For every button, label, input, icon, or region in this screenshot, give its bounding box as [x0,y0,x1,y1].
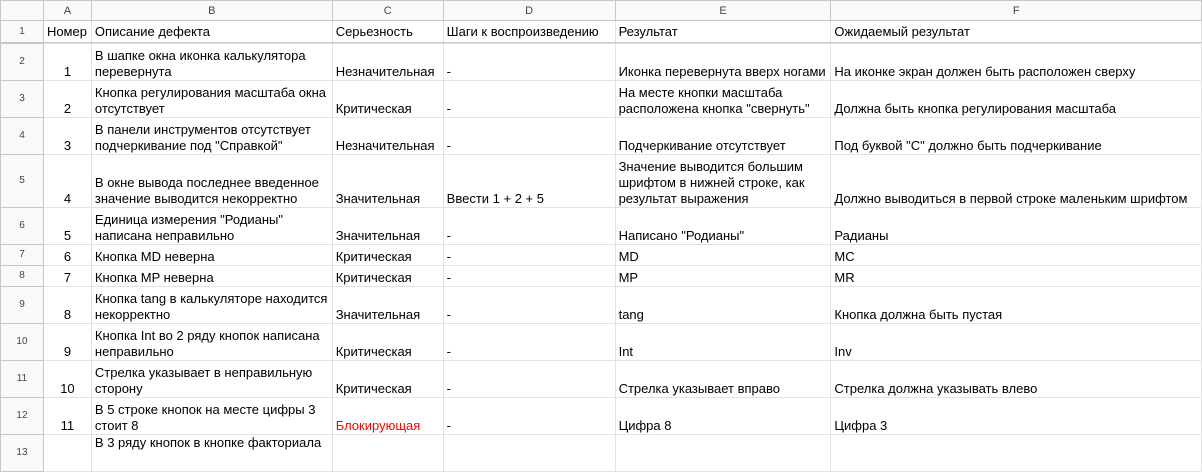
row-number[interactable]: 9 [1,287,44,324]
result-cell[interactable]: tang [615,287,831,324]
defect-description-cell[interactable]: Единица измерения "Родианы" написана неправильно [91,208,332,245]
table-row [1,208,1202,245]
defect-number-cell[interactable]: 10 [43,361,91,398]
steps-cell[interactable]: - [443,361,615,398]
steps-cell[interactable]: - [443,208,615,245]
table-row [1,398,1202,435]
defect-description-cell[interactable]: В окне вывода последнее введенное значение выводится некорректно [91,155,332,208]
table-row [1,324,1202,361]
defect-number-cell[interactable]: 3 [43,118,91,155]
header-cell-expected[interactable]: Ожидаемый результат [831,21,1202,44]
defect-description-cell[interactable]: В панели инструментов отсутствует подчеркивание под "Справкой" [91,118,332,155]
result-cell[interactable]: MP [615,266,831,287]
row-number-1[interactable]: 1 [1,21,44,44]
severity-cell[interactable]: Критическая [332,266,443,287]
expected-result-cell[interactable]: Должно выводиться в первой строке маленьким шрифтом [831,155,1202,208]
severity-cell[interactable]: Незначительная [332,44,443,81]
defect-description-cell[interactable]: В 5 строке кнопок на месте цифры 3 стоит 8 [91,398,332,435]
row-number[interactable]: 2 [1,44,44,81]
column-header-b[interactable]: B [91,1,332,21]
result-cell[interactable]: Подчеркивание отсутствует [615,118,831,155]
severity-cell-blocking[interactable]: Блокирующая [332,398,443,435]
steps-cell[interactable]: - [443,398,615,435]
expected-result-cell[interactable]: Под буквой "С" должно быть подчеркивание [831,118,1202,155]
steps-cell[interactable]: Ввести 1 + 2 + 5 [443,155,615,208]
row-number[interactable]: 5 [1,155,44,208]
severity-cell[interactable]: Значительная [332,287,443,324]
defect-description-cell[interactable]: Кнопка tang в калькуляторе находится некорректно [91,287,332,324]
expected-result-cell[interactable] [831,435,1202,472]
steps-cell[interactable]: - [443,81,615,118]
result-cell[interactable]: Иконка перевернута вверх ногами [615,44,831,81]
steps-cell[interactable]: - [443,44,615,81]
steps-cell[interactable] [443,435,615,472]
result-cell[interactable]: Цифра 8 [615,398,831,435]
defect-description-cell[interactable]: Кнопка Int во 2 ряду кнопок написана неправильно [91,324,332,361]
defect-number-cell[interactable]: 4 [43,155,91,208]
defect-number-cell[interactable]: 1 [43,44,91,81]
result-cell[interactable]: На месте кнопки масштаба расположена кнопка "свернуть" [615,81,831,118]
defect-description-cell[interactable]: Кнопка MP неверна [91,266,332,287]
steps-cell[interactable]: - [443,266,615,287]
expected-result-cell[interactable]: MC [831,245,1202,266]
table-row [1,118,1202,155]
defect-number-cell[interactable]: 7 [43,266,91,287]
result-cell[interactable]: Стрелка указывает вправо [615,361,831,398]
defect-number-cell[interactable]: 8 [43,287,91,324]
defect-number-cell[interactable]: 11 [43,398,91,435]
defect-description-cell[interactable]: Стрелка указывает в неправильную сторону [91,361,332,398]
expected-result-cell[interactable]: Стрелка должна указывать влево [831,361,1202,398]
result-cell[interactable]: MD [615,245,831,266]
defect-description-cell[interactable]: Кнопка MD неверна [91,245,332,266]
expected-result-cell[interactable]: На иконке экран должен быть расположен сверху [831,44,1202,81]
defect-number-cell[interactable] [43,435,91,472]
row-number[interactable]: 13 [1,435,44,472]
expected-result-cell[interactable]: Радианы [831,208,1202,245]
row-number[interactable]: 8 [1,266,44,287]
column-header-e[interactable]: E [615,1,831,21]
frozen-row-divider [0,42,1202,43]
column-header-c[interactable]: C [332,1,443,21]
row-number[interactable]: 6 [1,208,44,245]
severity-cell[interactable]: Значительная [332,208,443,245]
steps-cell[interactable]: - [443,324,615,361]
steps-cell[interactable]: - [443,245,615,266]
table-row [1,44,1202,81]
result-cell[interactable]: Написано "Родианы" [615,208,831,245]
defect-number-cell[interactable]: 5 [43,208,91,245]
severity-cell[interactable] [332,435,443,472]
header-row [1,21,1202,44]
row-number[interactable]: 3 [1,81,44,118]
column-header-a[interactable]: A [43,1,91,21]
table-row [1,435,1202,472]
severity-cell[interactable]: Критическая [332,361,443,398]
table-row [1,266,1202,287]
column-header-d[interactable]: D [443,1,615,21]
header-cell-result[interactable]: Результат [615,21,831,44]
table-row [1,361,1202,398]
table-row [1,81,1202,118]
select-all-corner[interactable] [1,1,44,21]
row-number[interactable]: 7 [1,245,44,266]
row-number[interactable]: 12 [1,398,44,435]
header-cell-number[interactable]: Номер [43,21,91,44]
severity-cell[interactable]: Критическая [332,245,443,266]
row-number[interactable]: 11 [1,361,44,398]
expected-result-cell[interactable]: MR [831,266,1202,287]
result-cell[interactable] [615,435,831,472]
table-row [1,245,1202,266]
result-cell[interactable]: Значение выводится большим шрифтом в нижней строке, как результат выражения [615,155,831,208]
result-cell[interactable]: Int [615,324,831,361]
header-cell-severity[interactable]: Серьезность [332,21,443,44]
table-row [1,287,1202,324]
expected-result-cell[interactable]: Должна быть кнопка регулирования масштаба [831,81,1202,118]
defect-number-cell[interactable]: 2 [43,81,91,118]
severity-cell[interactable]: Критическая [332,324,443,361]
expected-result-cell[interactable]: Цифра 3 [831,398,1202,435]
severity-cell[interactable]: Значительная [332,155,443,208]
steps-cell[interactable]: - [443,118,615,155]
defect-number-cell[interactable]: 6 [43,245,91,266]
row-number[interactable]: 10 [1,324,44,361]
expected-result-cell[interactable]: Inv [831,324,1202,361]
header-cell-description[interactable]: Описание дефекта [91,21,332,44]
row-number[interactable]: 4 [1,118,44,155]
severity-cell[interactable]: Критическая [332,81,443,118]
table-row [1,155,1202,208]
defect-number-cell[interactable]: 9 [43,324,91,361]
defect-description-cell[interactable]: Кнопка регулирования масштаба окна отсутствует [91,81,332,118]
severity-cell[interactable]: Незначительная [332,118,443,155]
defect-description-cell[interactable]: В 3 ряду кнопок в кнопке факториала [91,435,332,472]
expected-result-cell[interactable]: Кнопка должна быть пустая [831,287,1202,324]
header-cell-steps[interactable]: Шаги к воспроизведению [443,21,615,44]
column-header-f[interactable]: F [831,1,1202,21]
steps-cell[interactable]: - [443,287,615,324]
defect-description-cell[interactable]: В шапке окна иконка калькулятора перевернута [91,44,332,81]
